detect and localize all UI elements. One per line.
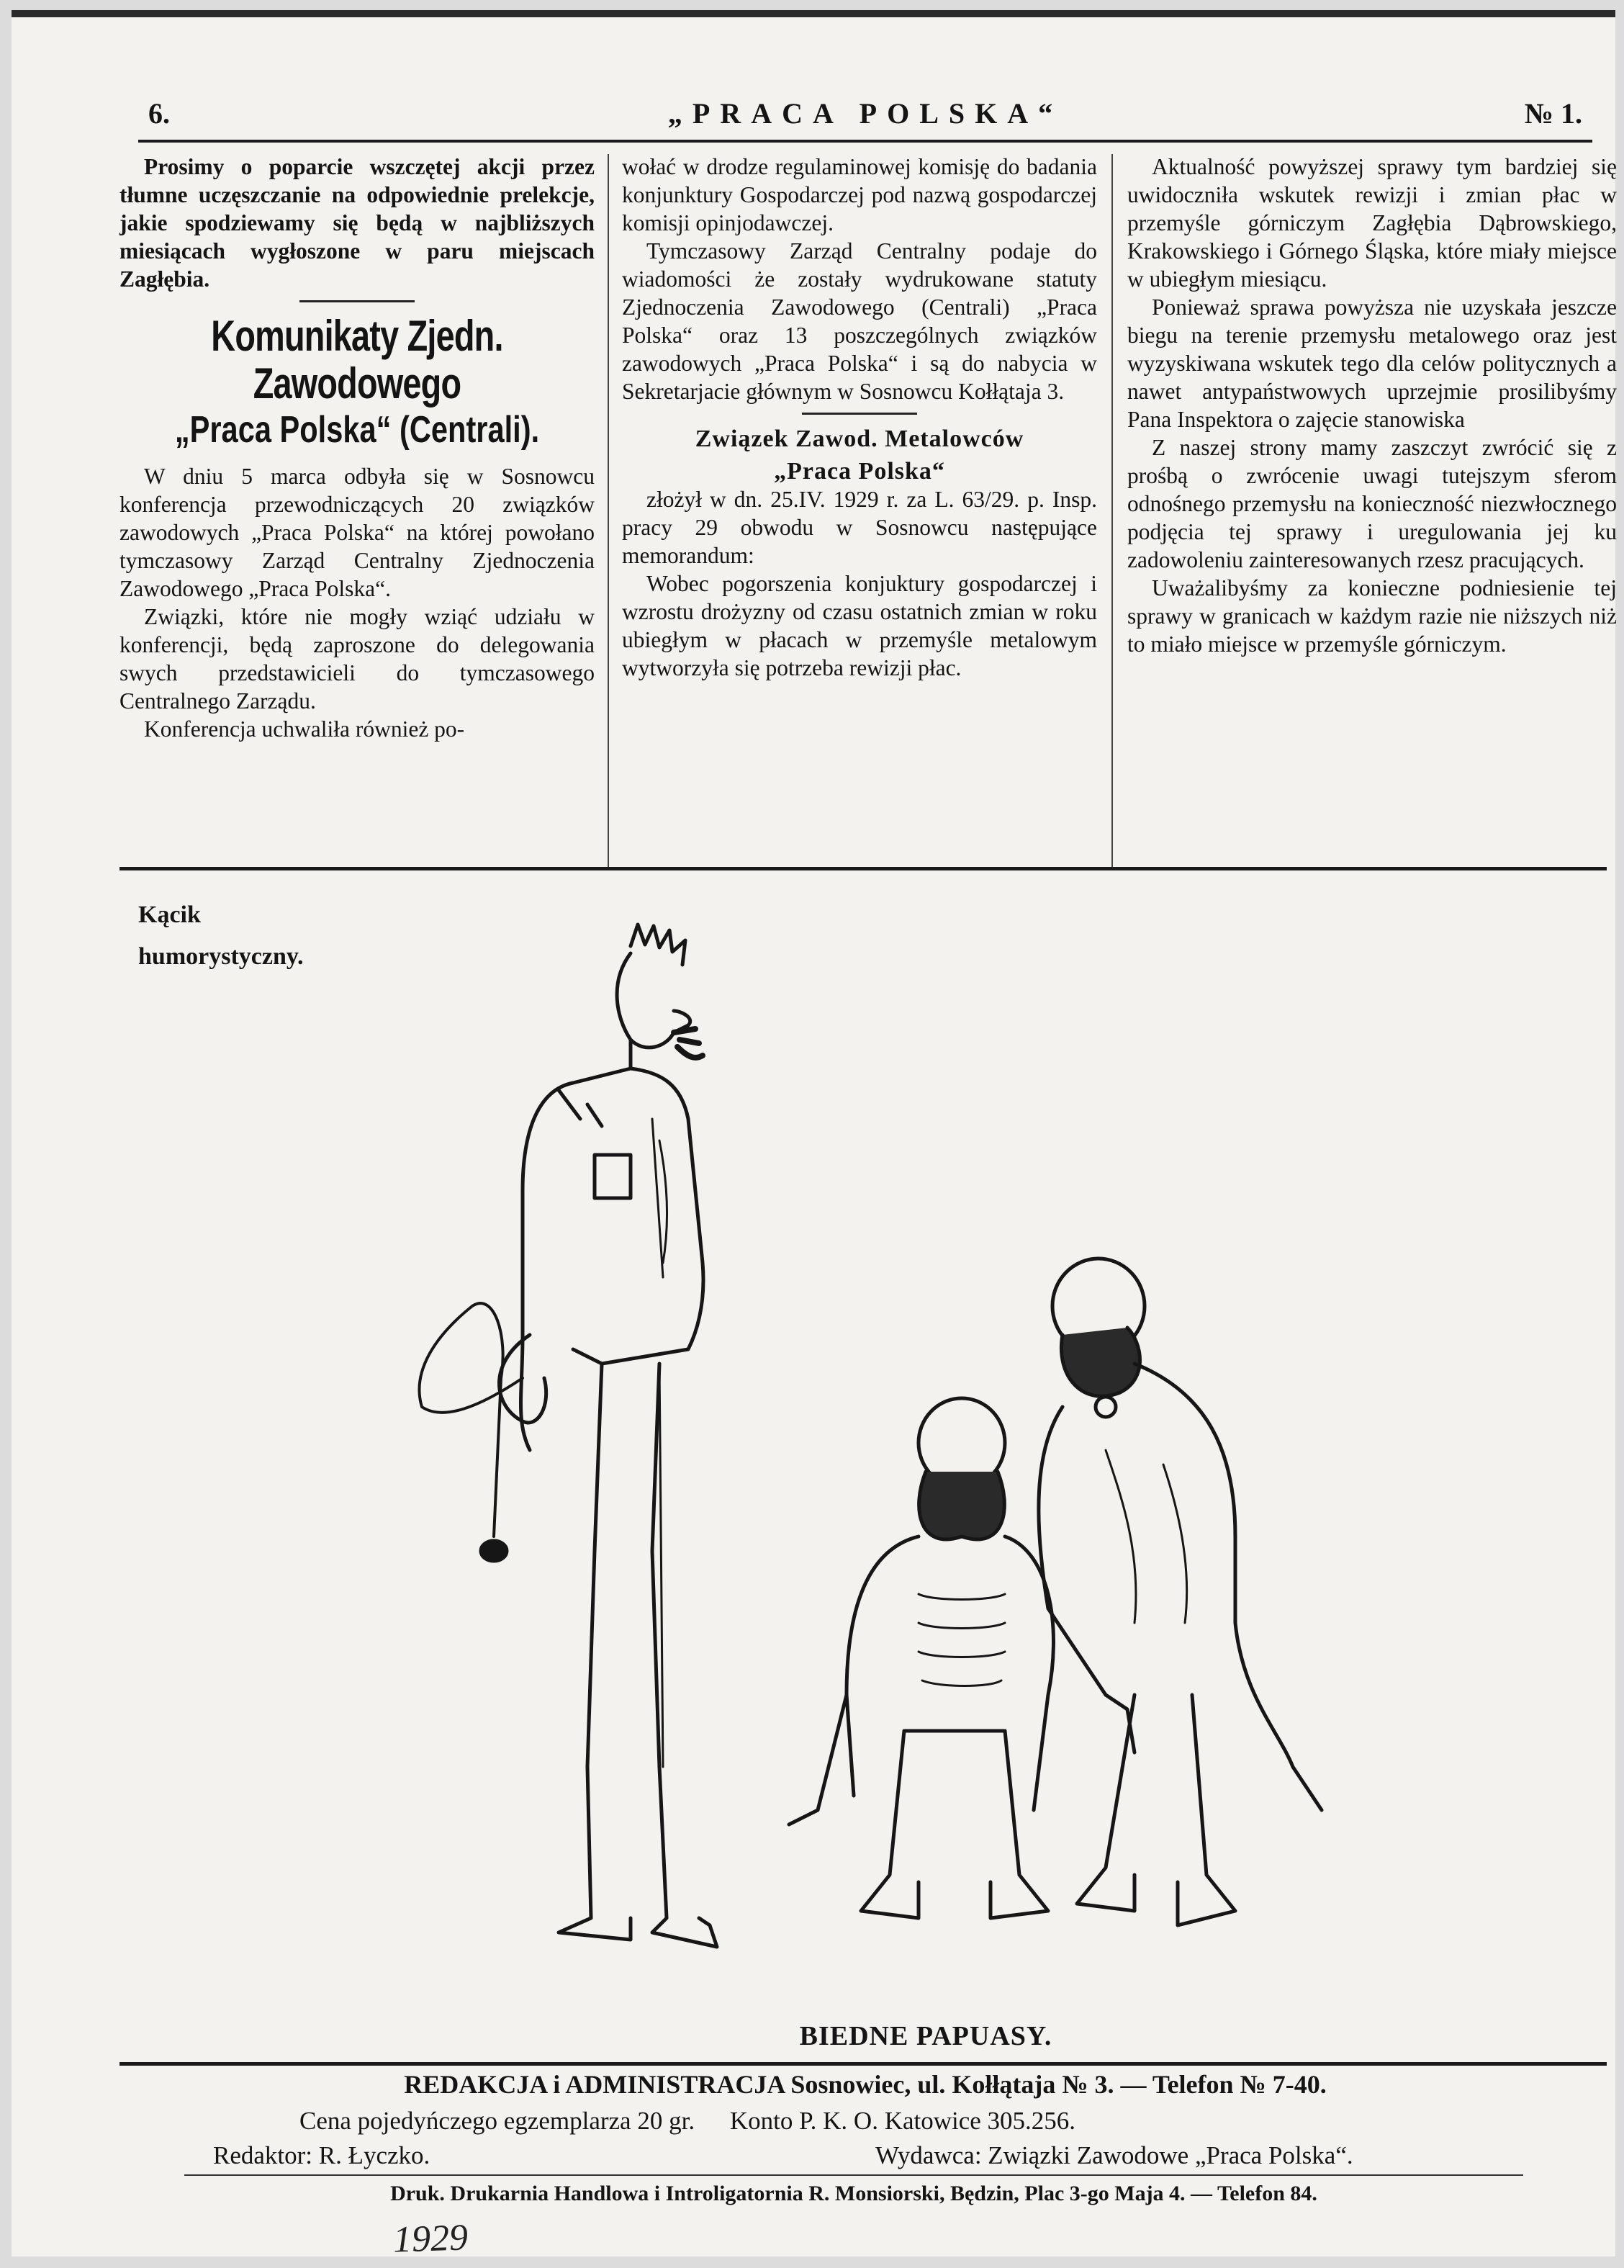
paragraph: Konferencja uchwaliła również po- bbox=[144, 716, 465, 742]
section-heading: „Praca Polska“ bbox=[774, 458, 945, 485]
publisher-text: Wydawca: Związki Zawodowe „Praca Polska“. bbox=[875, 2141, 1353, 2169]
column-divider bbox=[608, 154, 609, 867]
paragraph: Wobec pogorszenia konjuktury gospodarczej i wzrostu drożyzny od czasu ostatnich zmian w roku ubiegłym w płacach w przemyśle metalowym wytworzyła się potrzeba rewizji płac. bbox=[622, 571, 1097, 680]
column-divider bbox=[1111, 154, 1113, 867]
article-column-3 bbox=[1127, 153, 1617, 865]
paragraph: Uważalibyśmy za konieczne podniesienie tej sprawy w granicach w każdym razie nie niższych niż to miało miejsce w przemyśle górniczym. bbox=[1127, 575, 1617, 657]
newspaper-page bbox=[12, 10, 1617, 2261]
headline: Komunikaty Zjedn. Zawodowego bbox=[211, 312, 503, 408]
paragraph: W dniu 5 marca odbyła się w Sosnowcu konferencja przewodniczących 20 związków zawodowych „Praca Polska“ na której powołano tymczasowy Zarząd Centralny Zjednoczenia Zawodowego „Praca Polska“. bbox=[119, 464, 595, 601]
paragraph: Z naszej strony mamy zaszczyt zwrócić się z prośbą o zwrócenie uwagi tutejszym sferom odnośnego przemysłu na konieczność niezwłocznego podjęcia tej sprawy i uregulowania jej ku zadowoleniu zainteresowanych rzesz pracujących. bbox=[1127, 435, 1617, 572]
divider bbox=[299, 300, 415, 302]
section-rule bbox=[119, 867, 1607, 870]
footer-thin-rule bbox=[184, 2174, 1523, 2176]
intro-paragraph: Prosimy o poparcie wszczętej akcji przez tłumne uczęszczanie na odpowiednie prelekcje, jakie spodziewamy się będą w najbliższych miesiącach wygłoszone w paru miejscach Zagłębia. bbox=[119, 154, 595, 292]
paragraph: Związki, które nie mogły wziąć udziału w konferencji, będą zaproszone do delegowania swych przedstawicieli do tymczasowego Centralnego Zarządu. bbox=[119, 604, 595, 714]
paragraph: Tymczasowy Zarząd Centralny podaje do wiadomości że zostały wydrukowane statuty Zjednoczenia Zawodowego (Centrali) „Praca Polska“ oraz 13 poszczególnych związków zawodowych „Praca Polska“ i są do nabycia w Sekretarjacie głównym w Sosnowcu Kołłątaja 3. bbox=[622, 238, 1097, 404]
cartoon-caption: BIEDNE PAPUASY. bbox=[799, 2021, 1052, 2051]
article-column-2 bbox=[622, 153, 1097, 865]
editor-row bbox=[213, 2141, 1509, 2170]
account-text: Konto P. K. O. Katowice 305.256. bbox=[729, 2107, 1076, 2135]
footer-rule bbox=[119, 2062, 1607, 2066]
issue-number: № 1. bbox=[1524, 97, 1582, 130]
page-header bbox=[138, 89, 1592, 143]
masthead-title: „PRACA POLSKA“ bbox=[667, 97, 1063, 130]
cartoon-illustration bbox=[415, 903, 1480, 2019]
article-column-1 bbox=[119, 153, 595, 865]
paragraph: Aktualność powyższej sprawy tym bardziej się uwidoczniła wskutek rewizji i zmian płac w przemyśle górniczym Zagłębia Dąbrowskiego, Krakowskiego i Górnego Śląska, które miały miejsce w ubiegłym miesiącu. bbox=[1127, 154, 1617, 292]
divider bbox=[802, 413, 917, 415]
price-row bbox=[299, 2107, 1104, 2136]
section-heading: Związek Zawod. Metalowców bbox=[695, 426, 1024, 452]
printer-line: Druk. Drukarnia Handlowa i Introligatornia R. Monsiorski, Będzin, Plac 3-go Maja 4. — Telefon 84. bbox=[390, 2182, 1317, 2205]
imprint-line: REDAKCJA i ADMINISTRACJA Sosnowiec, ul. Kołłątaja № 3. — Telefon № 7-40. bbox=[404, 2070, 1327, 2099]
handwritten-year: 1929 bbox=[392, 2217, 469, 2261]
page-number: 6. bbox=[148, 97, 170, 130]
editor-text: Redaktor: R. Łyczko. bbox=[213, 2141, 430, 2169]
cartoon-section-label: Kącik humorystyczny. bbox=[138, 901, 304, 970]
paragraph: Ponieważ sprawa powyższa nie uzyskała jeszcze biegu na terenie przemysłu metalowego oraz jest wyzyskiwana wskutek tego dla celów politycznych a nawet antypaństwowych uprzejmie prosilibyśmy Pana Inspektora o zajęcie stanowiska bbox=[1127, 294, 1617, 432]
paragraph: wołać w drodze regulaminowej komisję do badania konjunktury Gospodarczej pod nazwą gospodarczej komisji opinjodawczej. bbox=[622, 154, 1097, 235]
subheadline: „Praca Polska“ (Centrali). bbox=[174, 409, 540, 451]
paragraph: złożył w dn. 25.IV. 1929 r. za L. 63/29. p. Insp. pracy 29 obwodu w Sosnowcu następujące memorandum: bbox=[622, 487, 1097, 568]
price-text: Cena pojedyńczego egzemplarza 20 gr. bbox=[299, 2107, 695, 2135]
